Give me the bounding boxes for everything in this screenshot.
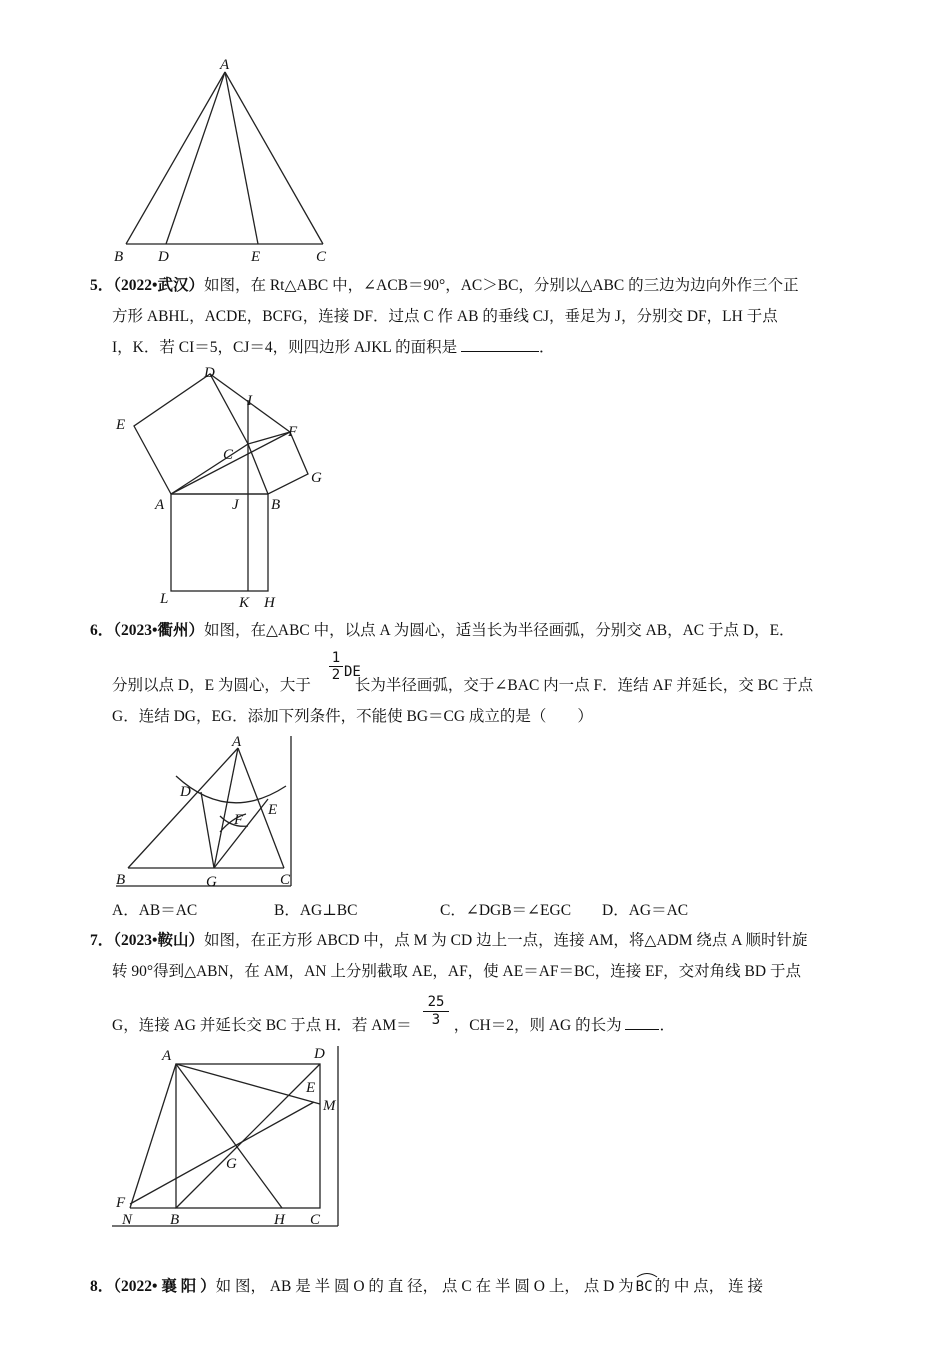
- label-F: F: [288, 424, 298, 440]
- q6-frac-den: 2: [331, 667, 341, 683]
- q6-text-3: G．连结 DG，EG．添加下列条件，不能使 BG＝CG 成立的是（ ）: [112, 708, 593, 725]
- q6-option-d[interactable]: D．AG＝AC: [602, 902, 689, 919]
- q7-frac-num: 25: [427, 994, 445, 1010]
- label-A: A: [232, 734, 242, 750]
- q8-arc-label: BC: [635, 1279, 653, 1295]
- q7-line-1: [90, 930, 808, 952]
- q5-line-1: [90, 275, 799, 297]
- q5-number: 5．: [90, 277, 114, 294]
- q6-option-c[interactable]: C．∠DGB＝∠EGC: [440, 902, 572, 919]
- figure-triangle-isosceles: [108, 52, 338, 264]
- label-C: C: [280, 872, 291, 888]
- q6-number: 6．: [90, 622, 114, 639]
- q5-source: （2022•武汉）: [113, 277, 204, 294]
- q6-line-3: [112, 706, 593, 728]
- label-H: H: [274, 1212, 285, 1228]
- q7-text-3b: ，CH＝2，则 AG 的长为: [453, 1017, 622, 1034]
- q7-text-2: 转 90°得到△ABN，在 AM，AN 上分别截取 AE，AF，使 AE＝AF＝BC，连接 EF，交对角线 BD 于点: [112, 963, 801, 980]
- label-E: E: [268, 802, 278, 818]
- label-A: A: [220, 57, 230, 73]
- figure-angle-bisector: [108, 734, 298, 892]
- label-E: E: [116, 417, 126, 433]
- q7-answer-blank[interactable]: [625, 1015, 659, 1030]
- label-F: F: [234, 812, 244, 828]
- q6-option-a[interactable]: A．AB＝AC: [112, 902, 198, 919]
- label-K: K: [239, 595, 250, 611]
- label-H: H: [264, 595, 275, 611]
- q6-line-1: [90, 620, 795, 642]
- label-C: C: [223, 447, 234, 463]
- q7-line-3: [112, 1015, 675, 1037]
- q5-line-3: [112, 337, 555, 359]
- q5-answer-blank[interactable]: [461, 337, 539, 352]
- label-I: I: [247, 393, 252, 409]
- q5-text-2: 方形 ABHL，ACDE，BCFG，连接 DF．过点 C 作 AB 的垂线 CJ，垂足为 J，分别交 DF，LH 于点: [112, 308, 778, 325]
- q5-text-1: 如图，在 Rt△ABC 中，∠ACB＝90°，AC＞BC，分别以△ABC 的三边为边向外作三个正: [203, 277, 799, 294]
- q8-line-1: [90, 1276, 763, 1298]
- q8-number: 8．: [90, 1278, 114, 1295]
- q7-line-2: [112, 961, 801, 983]
- q6-line-2: [112, 675, 813, 697]
- q7-text-end: ．: [659, 1017, 675, 1034]
- q6-source: （2023•衢州）: [113, 622, 204, 639]
- label-C: C: [316, 249, 327, 264]
- label-G: G: [311, 470, 322, 486]
- label-A: A: [162, 1048, 172, 1064]
- q7-text-3a: G，连接 AG 并延长交 BC 于点 H．若 AM＝: [112, 1017, 412, 1034]
- label-N: N: [122, 1212, 133, 1228]
- label-D: D: [158, 249, 169, 264]
- label-E: E: [251, 249, 261, 264]
- q6-frac-num: 1: [331, 650, 341, 666]
- label-B: B: [114, 249, 124, 264]
- label-E: E: [306, 1080, 316, 1096]
- q5-text-3: I，K．若 CI＝5，CJ＝4，则四边形 AJKL 的面积是: [112, 339, 458, 356]
- label-G: G: [206, 874, 217, 890]
- label-B: B: [170, 1212, 180, 1228]
- q7-number: 7．: [90, 932, 114, 949]
- label-L: L: [160, 591, 169, 607]
- label-M: M: [323, 1098, 336, 1114]
- label-J: J: [232, 497, 239, 513]
- q7-source: （2023•鞍山）: [113, 932, 204, 949]
- label-G: G: [226, 1156, 237, 1172]
- q6-option-b[interactable]: B．AG⊥BC: [274, 902, 358, 919]
- figure-pythagoras-squares: [108, 362, 338, 612]
- figure-square-abcd: [108, 1044, 344, 1230]
- q7-text-1: 如图，在正方形 ABCD 中，点 M 为 CD 边上一点，连接 AM，将△ADM 绕点 A 顺时针旋: [203, 932, 808, 949]
- label-F: F: [116, 1195, 126, 1211]
- label-B: B: [116, 872, 126, 888]
- label-D: D: [314, 1046, 325, 1062]
- q6-fraction-de: DE: [344, 664, 361, 680]
- q8-text-1b: 的 中 点， 连 接: [654, 1278, 764, 1295]
- q6-text-2a: 分别以点 D，E 为圆心，大于: [112, 677, 311, 694]
- q8-source: （2022• 襄 阳 ）: [113, 1278, 216, 1295]
- q6-text-2b: 长为半径画弧，交于∠BAC 内一点 F．连结 AF 并延长，交 BC 于点: [354, 677, 814, 694]
- label-D: D: [204, 365, 215, 381]
- label-A: A: [155, 497, 165, 513]
- label-C: C: [310, 1212, 321, 1228]
- q8-text-1a: 如 图， AB 是 半 圆 O 的 直 径， 点 C 在 半 圆 O 上， 点 D 为: [215, 1278, 634, 1295]
- q7-frac-den: 3: [431, 1012, 441, 1028]
- q6-fraction-half: [329, 650, 343, 683]
- q6-text-1: 如图，在△ABC 中，以点 A 为圆心，适当长为半径画弧，分别交 AB，AC 于点 D，E．: [203, 622, 795, 639]
- label-D: D: [180, 784, 191, 800]
- q8-arc-bc: [636, 1276, 653, 1298]
- q5-line-2: [112, 306, 778, 328]
- q5-text-end: ．: [539, 339, 555, 356]
- label-B: B: [271, 497, 281, 513]
